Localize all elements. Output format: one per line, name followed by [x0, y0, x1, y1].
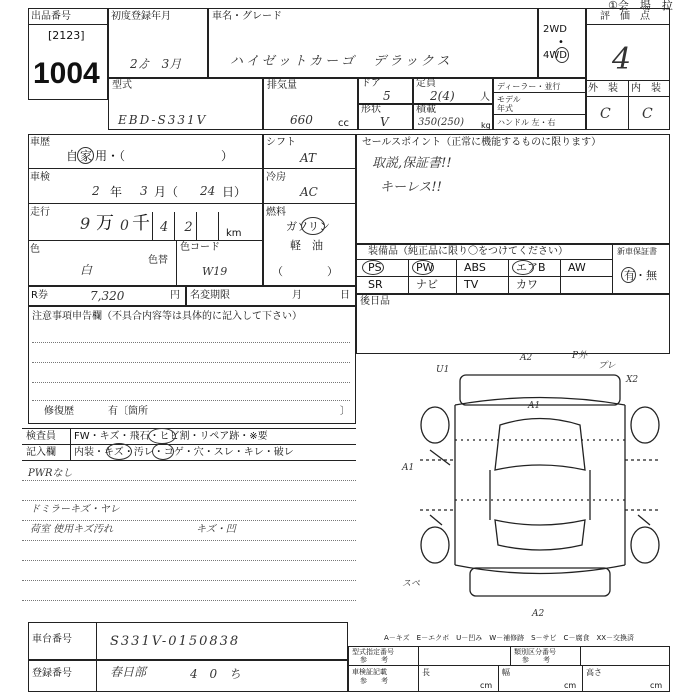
- deadline-day: 日: [340, 290, 350, 301]
- inspection-label: 車検: [30, 172, 50, 183]
- damage-mark: A2: [532, 609, 545, 619]
- divider: [196, 212, 197, 240]
- fuel-gas-circle: [301, 217, 325, 235]
- equipment-item: PS: [368, 261, 382, 274]
- exterior-value: C: [600, 106, 611, 122]
- cooling-label: 冷房: [266, 172, 286, 183]
- equipment-item: TV: [464, 278, 479, 291]
- divider: [174, 212, 175, 240]
- warranty-circle: [621, 267, 636, 283]
- inspector-label1: 検査員: [26, 431, 56, 442]
- length-unit: cm: [480, 681, 493, 690]
- shift-label: シフト: [266, 137, 296, 148]
- equipment-item: PW: [416, 261, 434, 274]
- sales-line2: キーレス!!: [380, 180, 442, 195]
- rule-line: [32, 362, 350, 363]
- divider: [508, 259, 509, 294]
- load-value: 350(250): [418, 117, 464, 128]
- capacity-value: 2(4): [430, 89, 455, 103]
- divider: [580, 646, 581, 665]
- drive-dot: •: [558, 37, 564, 48]
- equipment-item: カワ: [516, 278, 538, 291]
- divider: [456, 259, 457, 294]
- drive-2wd: 2WD: [543, 24, 567, 35]
- mileage-unit: km: [226, 228, 242, 239]
- door-value: 5: [383, 89, 391, 103]
- divider: [498, 665, 499, 692]
- rule-line: [22, 520, 356, 521]
- load-unit: kg: [481, 121, 491, 130]
- damage-mark: U1: [436, 365, 450, 375]
- rule-line: [22, 600, 356, 601]
- width-label: 幅: [502, 668, 510, 677]
- rule-line: [22, 560, 356, 561]
- fuel-gas: ガソリン: [286, 220, 330, 233]
- model-name-label: 車名・グレード: [212, 11, 282, 22]
- first-reg-value: 2ゟ 3月: [130, 57, 182, 71]
- damage-mark: A1: [528, 401, 541, 411]
- history-suffix: 用・（ ）: [95, 149, 234, 163]
- shift-value: AT: [300, 151, 317, 165]
- interior-value: C: [642, 106, 653, 122]
- inspector-row2: 内装・キズ・汚レ・コゲ・穴・スレ・キレ・破レ: [74, 447, 294, 458]
- inspector-circle: [148, 428, 176, 444]
- warranty-value: 有・無: [624, 269, 657, 282]
- equipment-item: ABS: [464, 261, 486, 274]
- mileage-10k: 9: [80, 214, 91, 233]
- car-diagram: [400, 350, 680, 620]
- rule-line: [32, 400, 350, 401]
- dims-sub: 参 考: [360, 677, 388, 685]
- model-name-value: ハイゼットカーゴ デラックス: [230, 54, 453, 69]
- divider: [356, 276, 612, 277]
- damage-mark: X2: [626, 375, 639, 385]
- class-sub: 参 考: [522, 656, 550, 664]
- back-seat-box: [356, 294, 670, 354]
- fuel-paren: （ ）: [272, 265, 338, 278]
- divider: [356, 259, 612, 260]
- first-reg-label: 初度登録年月: [111, 11, 171, 22]
- divider: [28, 203, 356, 204]
- dims-label: 車検証記載: [352, 668, 387, 676]
- divider: [628, 80, 629, 130]
- height-label: 高さ: [586, 668, 602, 677]
- capacity-label: 定員: [416, 78, 436, 89]
- divider: [348, 665, 670, 666]
- inspector-circle: [152, 443, 174, 460]
- sales-label: セールスポイント（正常に機能するものに限ります）: [362, 137, 602, 148]
- load-label: 積載: [416, 104, 436, 115]
- divider: [408, 259, 409, 294]
- year-unit: 年: [110, 185, 123, 199]
- reg-value: 春日部: [110, 665, 147, 679]
- note-line3: 荷室 使用キズ汚れ: [30, 524, 113, 535]
- drive-4wd-circle: [555, 47, 569, 63]
- history-circled: 家: [80, 149, 93, 163]
- divider: [493, 92, 586, 93]
- shape-value: V: [380, 115, 389, 129]
- divider: [510, 646, 511, 665]
- damage-mark: P外: [572, 351, 588, 361]
- lot-label: 出品番号: [31, 11, 71, 22]
- divider: [28, 240, 263, 241]
- note-line4: キズ・凹: [196, 524, 236, 535]
- displacement-value: 660: [290, 113, 313, 127]
- deadline-label: 名変期限: [190, 290, 230, 301]
- mileage-1k: 0: [120, 218, 129, 234]
- sales-line1: 取説,保証書!!: [372, 156, 452, 171]
- notes-label: 注意事項申告欄（不具合内容等は具体的に記入して下さい）: [32, 311, 302, 322]
- spec-sub: 参 考: [360, 656, 388, 664]
- class-label: 類別区分番号: [514, 648, 556, 656]
- equipment-item: ナビ: [416, 278, 438, 291]
- door-label: ドア: [361, 78, 381, 89]
- divider: [586, 24, 670, 25]
- displacement-unit: cc: [338, 118, 349, 129]
- divider: [493, 114, 586, 115]
- spec-label: 型式指定番号: [352, 648, 394, 656]
- inspector-row1: FW・キズ・飛石・ヒビ割・リペア跡・※要: [74, 431, 268, 442]
- mileage-10k-unit: 万: [96, 213, 114, 234]
- interior-label: 内 装: [631, 83, 661, 94]
- divider: [560, 259, 561, 294]
- repair-value: 有〔箇所: [108, 406, 148, 417]
- divider: [218, 212, 219, 240]
- divider: [176, 240, 177, 286]
- notes-box: [28, 306, 356, 424]
- equipment-circle: [512, 260, 534, 275]
- equipment-item: SR: [368, 278, 383, 291]
- note-line1: PWRなし: [28, 468, 73, 479]
- equipment-item: エアB: [516, 261, 546, 274]
- recycle-unit: 円: [170, 290, 180, 301]
- color-label: 色: [30, 244, 40, 255]
- equipment-item: AW: [568, 261, 586, 274]
- inspector-label2: 記入欄: [26, 447, 56, 458]
- warranty-label: 新車保証書: [617, 247, 657, 256]
- mileage-1k-unit: 千: [132, 213, 150, 234]
- color-code-value: W19: [202, 265, 228, 278]
- equipment-circle: [412, 260, 434, 275]
- displacement-label: 排気量: [267, 80, 297, 91]
- divider: [586, 96, 670, 97]
- recycle-value: 7,320: [90, 289, 125, 303]
- damage-mark: A1: [402, 463, 415, 473]
- fuel-diesel: 軽 油: [290, 239, 323, 252]
- divider: [28, 24, 108, 25]
- history-label: 車歴: [30, 137, 50, 148]
- chassis-label: 車台番号: [32, 634, 72, 645]
- equipment-circle: [362, 260, 384, 275]
- model-type-label: 型式: [112, 80, 132, 91]
- color-value: 白: [80, 263, 93, 277]
- model-type-value: EBD-S331V: [118, 113, 208, 127]
- repair-close: 〕: [340, 406, 350, 417]
- history-prefix: 自: [66, 149, 79, 163]
- exterior-label: 外 装: [588, 83, 618, 94]
- inspection-year: 2: [92, 184, 100, 198]
- day-unit: 日）: [222, 185, 247, 199]
- mileage-label: 走行: [30, 207, 50, 218]
- handle-label: ハンドル 左・右: [497, 118, 556, 127]
- divider: [28, 168, 356, 169]
- divider: [418, 646, 419, 692]
- capacity-unit: 人: [480, 92, 490, 103]
- rule-line: [22, 480, 356, 481]
- damage-mark: A2: [520, 353, 533, 363]
- divider: [582, 665, 583, 692]
- month-unit: 月（: [154, 185, 179, 199]
- divider: [612, 244, 613, 294]
- dealer-label: ディーラー・並行: [497, 82, 561, 91]
- reg-box: [28, 660, 348, 692]
- reg-value2: 4 0 ち: [190, 667, 245, 681]
- divider: [22, 428, 356, 429]
- color-code-label: 色コード: [180, 242, 220, 253]
- deadline-month: 月: [292, 290, 302, 301]
- inspection-month: 3: [140, 184, 148, 198]
- damage-mark: スペ: [402, 579, 421, 589]
- grade-label: 評 価 点: [600, 11, 650, 22]
- back-seat-label: 後日品: [360, 296, 390, 307]
- rule-line: [22, 540, 356, 541]
- fuel-label: 燃料: [266, 207, 286, 218]
- height-unit: cm: [650, 681, 663, 690]
- damage-mark: プレ: [598, 361, 616, 371]
- rule-line: [32, 342, 350, 343]
- inspector-circle: [106, 443, 132, 460]
- equipment-label: 装備品（純正品に限り〇をつけてください）: [368, 246, 568, 257]
- model-year-label: モデル年式: [497, 95, 521, 113]
- rule-line: [22, 580, 356, 581]
- history-circle: [77, 147, 94, 164]
- lot-sub: [2123]: [48, 29, 85, 42]
- rule-line: [22, 500, 356, 501]
- note-line2: ドミラーキズ・ヤレ: [30, 504, 120, 515]
- width-unit: cm: [564, 681, 577, 690]
- divider: [22, 460, 356, 461]
- repair-label: 修復歴: [44, 406, 74, 417]
- venue-label: ①会 場 拉: [608, 0, 673, 12]
- grade-value: 4: [612, 42, 632, 77]
- recycle-label: R券: [31, 290, 48, 301]
- lot-number: 1004: [33, 57, 100, 90]
- mileage-rest: 4 2: [160, 220, 199, 235]
- inspection-day: 24: [200, 184, 216, 198]
- drive-4wd: 4WD: [543, 50, 567, 61]
- reg-label: 登録番号: [32, 668, 72, 679]
- rule-line: [32, 382, 350, 383]
- divider: [22, 444, 356, 445]
- cooling-value: AC: [300, 185, 318, 199]
- damage-legend: A－キズ E－エクボ U－凹み W－補修跡 S－サビ C－腐食 XX－交換済: [384, 634, 635, 642]
- divider: [152, 212, 153, 240]
- length-label: 長: [422, 668, 430, 677]
- color-change-label: 色替: [148, 255, 168, 266]
- chassis-value: S331V-0150838: [110, 634, 241, 649]
- shape-label: 形状: [361, 104, 381, 115]
